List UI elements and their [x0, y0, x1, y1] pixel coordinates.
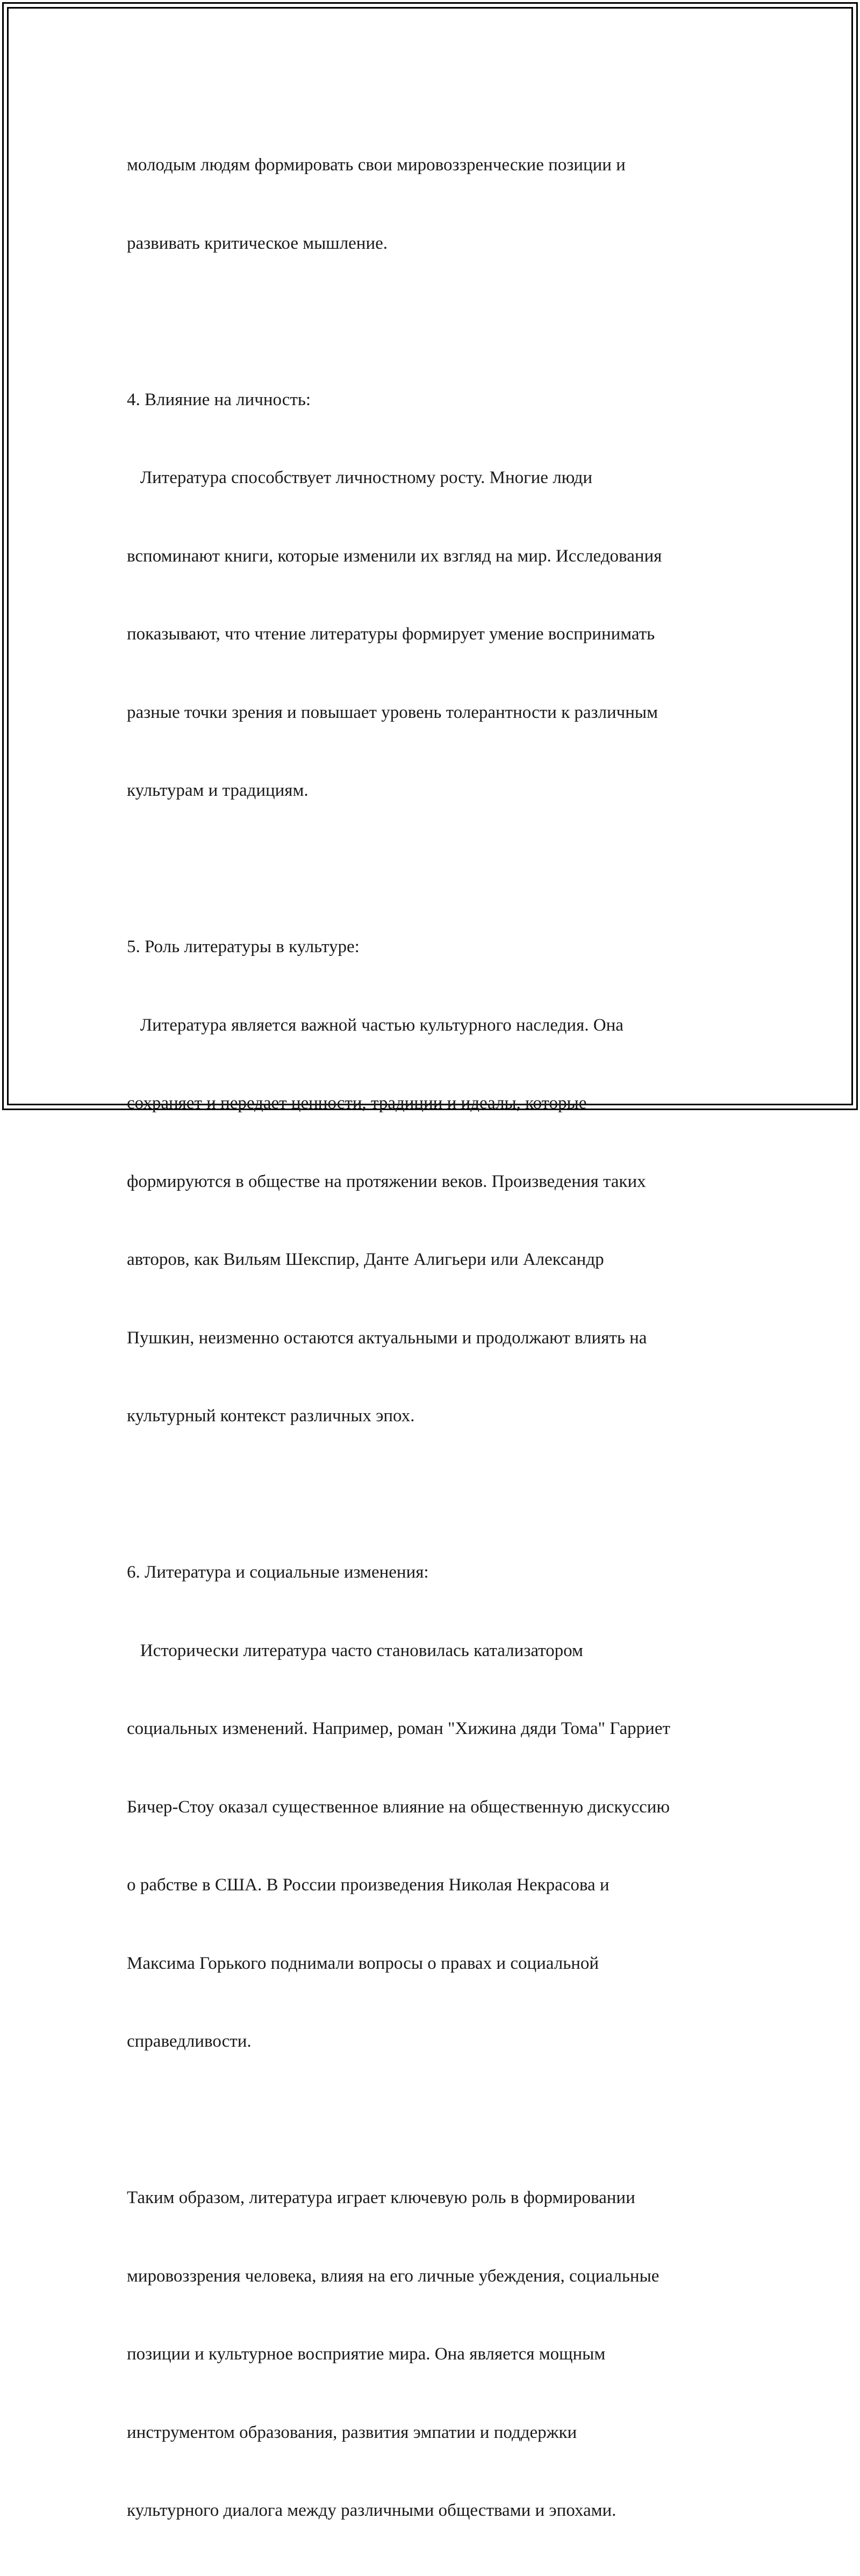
text-line: культурный контекст различных эпох. [127, 1406, 415, 1426]
text-line: Исторически литература часто становилась катализатором [127, 1640, 583, 1660]
section-heading: 4. Влияние на личность: [127, 390, 311, 409]
text-line: Литература является важной частью культурного наследия. Она [127, 1015, 624, 1035]
paragraph-intro-continuation [127, 100, 740, 308]
text-line: Максима Горького поднимали вопросы о правах и социальной [127, 1953, 599, 1973]
text-line: разные точки зрения и повышает уровень толерантности к различным [127, 702, 658, 722]
text-line: позиции и культурное восприятие мира. Она является мощным [127, 2344, 606, 2364]
section-influence-on-personality [127, 335, 740, 856]
text-line: Бичер-Стоу оказал существенное влияние на общественную дискуссию [127, 1797, 670, 1817]
text-line: вспоминают книги, которые изменили их взгляд на мир. Исследования [127, 546, 662, 566]
text-line: инструментом образования, развития эмпатии и поддержки [127, 2422, 577, 2442]
section-role-in-culture [127, 882, 740, 1481]
text-line: справедливости. [127, 2032, 252, 2051]
text-line: о рабстве в США. В России произведения Николая Некрасова и [127, 1875, 610, 1895]
text-line: Пушкин, неизменно остаются актуальными и продолжают влиять на [127, 1328, 647, 1348]
section-social-change [127, 1507, 740, 2107]
text-line: сохраняет и передает ценности, традиции и идеалы, которые [127, 1093, 587, 1113]
text-line: Таким образом, литература играет ключевую роль в формировании [127, 2188, 635, 2207]
section-heading: 5. Роль литературы в культуре: [127, 937, 360, 956]
text-line: показывают, что чтение литературы формирует умение воспринимать [127, 624, 655, 644]
document-body [127, 100, 740, 2576]
text-line: культурам и традициям. [127, 781, 309, 800]
text-line: мировоззрения человека, влияя на его личные убеждения, социальные [127, 2266, 660, 2286]
text-line: Литература способствует личностному росту. Многие люди [127, 468, 593, 487]
paragraph-conclusion [127, 2133, 740, 2576]
section-heading: 6. Литература и социальные изменения: [127, 1563, 429, 1582]
text-line: социальных изменений. Например, роман "Хижина дяди Тома" Гарриет [127, 1719, 670, 1738]
text-line: культурного диалога между различными обществами и эпохами. [127, 2501, 617, 2520]
text-line: развивать критическое мышление. [127, 233, 388, 253]
text-line: авторов, как Вильям Шекспир, Данте Алигьери или Александр [127, 1250, 604, 1269]
text-line: формируются в обществе на протяжении веков. Произведения таких [127, 1171, 646, 1191]
text-line: молодым людям формировать свои мировоззренческие позиции и [127, 155, 626, 175]
